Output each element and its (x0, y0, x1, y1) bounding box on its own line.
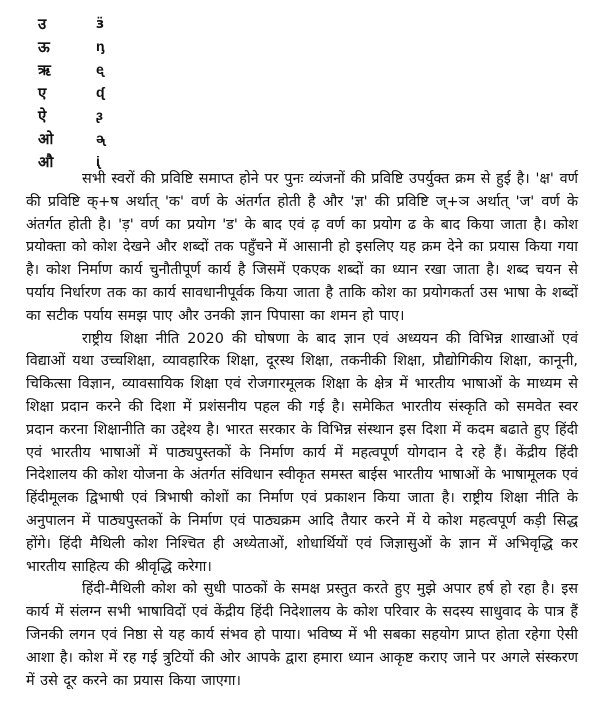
vowel-standard: ऐ (38, 106, 47, 125)
vowel-variant: ᶖ (96, 154, 100, 170)
paragraph-education-policy: राष्ट्रीय शिक्षा नीति 2020 की घोषणा के बाद ज्ञान एवं अध्ययन की विभिन्न शाखाओं एवं विद्याओं यथा उच्चशिक्षा, व्यावहारिक शिक्षा, दूरस्थ शिक्षा, तकनीकी शिक्षा, प्रौद्योगिकीय शिक्षा, कानूनी, चिकित्सा विज्ञान, व्यावसायिक शिक्षा एवं रोजगारमूलक शिक्षा के क्षेत्र में भारतीय भाषाओं के माध्यम से शिक्षा प्रदान करने की दिशा में प्रशंसनीय पहल की गई है। समेकित भारतीय संस्कृति को समवेत स्वर प्रदान करना शिक्षानीति का उद्देश्य है। भारत सरकार के विभिन्न संस्थान इस दिशा में कदम बढाते हुए हिंदी एवं भारतीय भाषाओं में पाठ्यपुस्तकों के निर्माण कार्य में महत्वपूर्ण योगदान दे रहे हैं। केंद्रीय हिंदी निदेशालय की कोश योजना के अंतर्गत संविधान स्वीकृत समस्त बाईस भारतीय भाषाओं के भाषामूलक एवं हिंदीमूलक द्विभाषी एवं त्रिभाषी कोशों का निर्माण एवं प्रकाशन किया जाता है। राष्ट्रीय शिक्षा नीति के अनुपालन में पाठ्यपुस्तकों के निर्माण एवं पाठ्यक्रम आदि तैयार करने में ये कोश महत्वपूर्ण कड़ी सिद्ध होंगे। हिंदी मैथिली कोश निश्चित ही अध्येताओं, शोधार्थियों एवं जिज्ञासुओं के ज्ञान में अभिवृद्धि कर भारतीय साहित्य की श्रीवृद्धि करेगा। (26, 330, 578, 575)
vowel-variant: ᶑ (96, 85, 105, 101)
vowel-row (38, 104, 105, 127)
vowel-standard: औ (38, 152, 54, 171)
vowel-standard: ऋ (38, 60, 51, 79)
paragraph-acknowledgement: हिंदी-मैथिली कोश को सुधी पाठकों के समक्ष प्रस्तुत करते हुए मुझे अपार हर्ष हो रहा है। इस कार्य में संलग्न सभी भाषाविदों एवं केंद्रीय हिंदी निदेशालय के कोश परिवार के सदस्य साधुवाद के पात्र हैं जिनकी लगन एवं निष्ठा से यह कार्य संभव हो पाया। भविष्य में भी सबका सहयोग प्राप्त होता रहेगा ऐसी आशा है। कोश में रह गई त्रुटियों की ओर आपके द्वारा हमारा ध्यान आकृष्ट कराए जाने पर अगले संस्करण में उसे दूर करने का प्रयास किया जाएगा। (26, 581, 578, 689)
vowel-row (38, 81, 105, 104)
vowel-variant: ӟ (96, 15, 105, 32)
vowel-variant: ᶇ (96, 39, 105, 55)
vowel-standard: उ (38, 14, 47, 33)
vowel-table (38, 12, 105, 173)
vowel-row (38, 35, 105, 58)
paragraph-entry-order: सभी स्वरों की प्रविष्टि समाप्त होने पर पुनः व्यंजनों की प्रविष्टि उपर्युक्त क्रम से हुई है। 'क्ष' वर्ण की प्रविष्टि क्+ष अर्थात् 'क' वर्ण के अंतर्गत होती है और 'ज्ञ' की प्रविष्टि ज्+ञ अर्थात् 'ज' वर्ण के अंतर्गत होती है। 'ड़' वर्ण का प्रयोग 'ड' के बाद एवं ढ़ वर्ण का प्रयोग ढ के बाद किया जाता है। कोश प्रयोक्ता को कोश देखने और शब्दों तक पहुँचने में आसानी हो इसलिए यह क्रम देने का प्रयास किया गया है। कोश निर्माण कार्य चुनौतीपूर्ण कार्य है जिसमें एकएक शब्दों का ध्यान रखा जाता है। शब्द चयन से पर्याय निर्धारण तक का कार्य सावधानीपूर्वक किया जाता है ताकि कोश का प्रयोगकर्ता उस भाषा के शब्दों का सटीक पर्याय समझ पाए और उनकी ज्ञान पिपासा का शमन हो पाए। (26, 171, 578, 324)
vowel-row (38, 12, 105, 35)
vowel-variant: ᶒ (96, 62, 104, 78)
vowel-standard: ऊ (38, 37, 50, 56)
vowel-row (38, 58, 105, 81)
vowel-standard: ओ (38, 129, 54, 148)
vowel-variant: ᶕ (96, 131, 106, 147)
vowel-row (38, 127, 105, 150)
body-text (26, 168, 578, 692)
vowel-variant: ᶔ (96, 108, 103, 124)
vowel-standard: ए (38, 83, 47, 102)
